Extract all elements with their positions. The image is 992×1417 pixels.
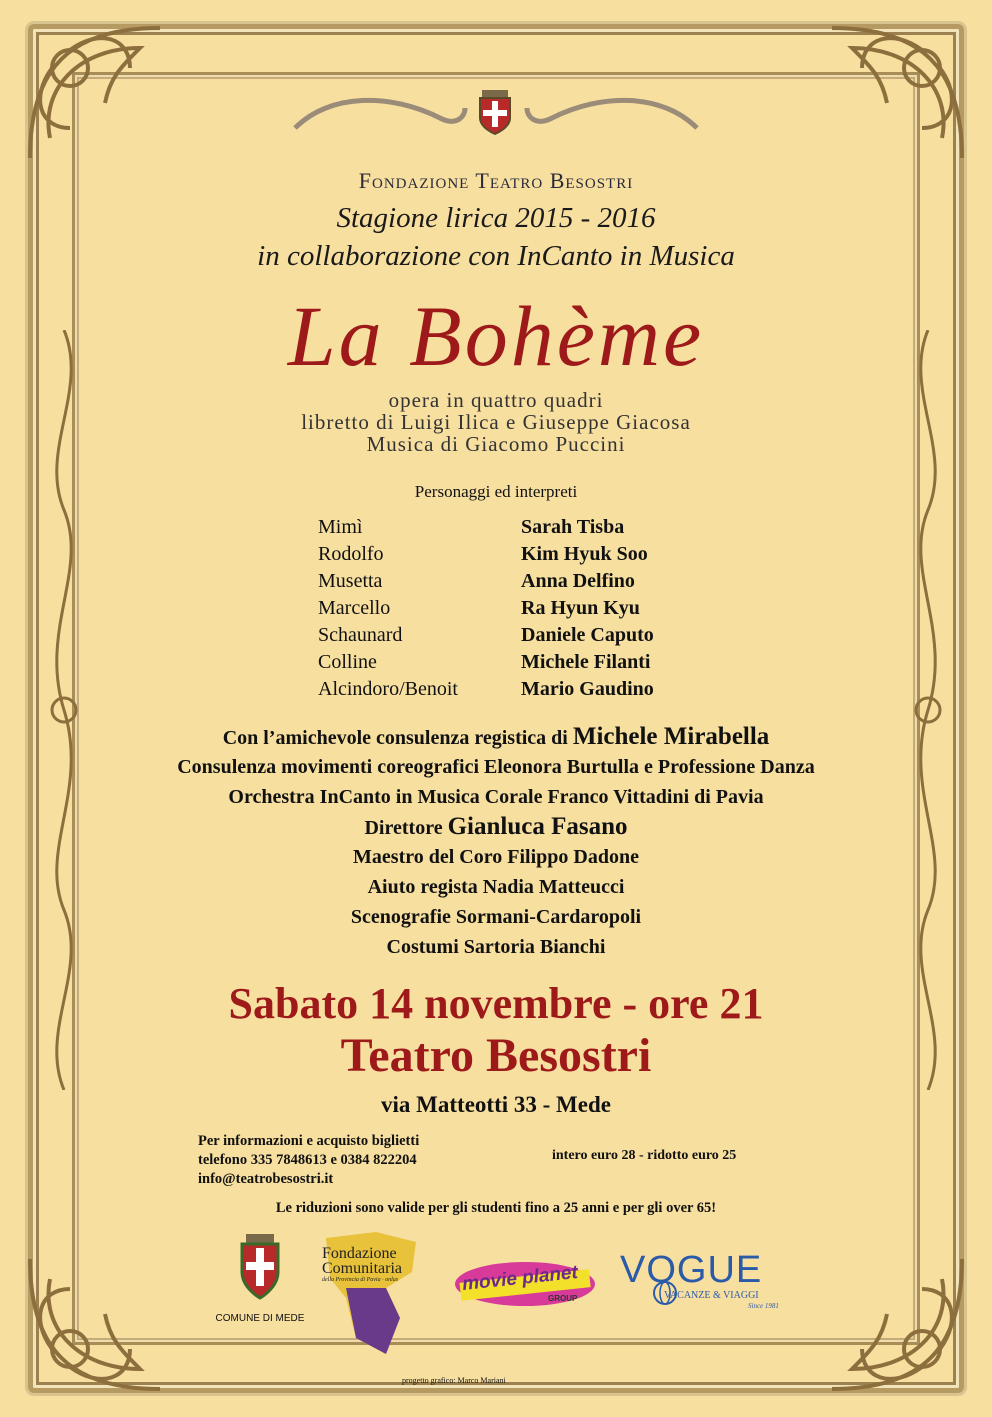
singer-name: Anna Delfino xyxy=(521,570,635,592)
sets-credit: Scenografie Sormani-Cardaropoli xyxy=(350,906,642,928)
cast-list xyxy=(318,514,718,703)
vogue-sub-label: VACANZE & VIAGGI xyxy=(664,1290,759,1301)
costumes-credit: Costumi Sartoria Bianchi xyxy=(386,936,606,958)
conductor-credit xyxy=(0,812,992,842)
role-name: Rodolfo xyxy=(318,543,384,565)
cast-row xyxy=(318,541,718,568)
orchestra-credit: Orchestra InCanto in Musica Corale Franco Vittadini di Pavia xyxy=(228,786,764,808)
chorus-master-credit: Maestro del Coro Filippo Dadone xyxy=(353,846,639,868)
movie-planet-logo xyxy=(452,1256,598,1312)
cast-row xyxy=(318,514,718,541)
season-title: Stagione lirica 2015 - 2016 xyxy=(336,202,656,234)
movie-planet-label: movie planet xyxy=(461,1261,579,1296)
ornament-top-left-icon xyxy=(10,8,180,178)
info-line: Per informazioni e acquisto biglietti xyxy=(198,1133,420,1149)
cast-row xyxy=(318,595,718,622)
subtitle-line-2: libretto di Luigi Ilica e Giuseppe Giacosa xyxy=(301,410,691,434)
role-name: Marcello xyxy=(318,597,391,619)
fondazione-comunitaria-logo xyxy=(316,1228,436,1358)
conductor-name: Gianluca Fasano xyxy=(447,813,628,840)
singer-name: Michele Filanti xyxy=(521,651,651,673)
direction-credit xyxy=(0,722,992,752)
role-name: Mimì xyxy=(318,516,363,538)
phone-line: telefono 335 7848613 e 0384 822204 xyxy=(198,1152,417,1168)
choreography-credit: Consulenza movimenti coreografici Eleonora Burtulla e Professione Danza xyxy=(177,756,815,778)
vogue-travel-logo xyxy=(620,1250,782,1316)
ornament-bottom-left-icon xyxy=(10,1239,180,1409)
graphic-design-credit: progetto grafico: Marco Mariani xyxy=(402,1376,506,1385)
foundation-name: Fondazione Teatro Besostri xyxy=(358,168,634,193)
event-venue: Teatro Besostri xyxy=(340,1029,652,1082)
role-name: Alcindoro/Benoit xyxy=(318,678,458,700)
assistant-director-credit: Aiuto regista Nadia Matteucci xyxy=(367,876,625,898)
comunitaria-line3: della Provincia di Pavia · onlus xyxy=(322,1277,399,1283)
subtitle-line-3: Musica di Giacomo Puccini xyxy=(366,432,626,456)
direction-prefix: Con l’amichevole consulenza registica di xyxy=(222,727,568,749)
ornament-bottom-right-icon xyxy=(812,1239,982,1409)
ticket-prices: intero euro 28 - ridotto euro 25 xyxy=(552,1148,737,1163)
conductor-prefix: Direttore xyxy=(364,817,443,839)
credits-block xyxy=(0,722,992,962)
comunitaria-line2: Comunitaria xyxy=(322,1260,402,1277)
cast-row xyxy=(318,649,718,676)
role-name: Musetta xyxy=(318,570,383,592)
event-date: Sabato 14 novembre - ore 21 xyxy=(228,979,764,1028)
event-address: via Matteotti 33 - Mede xyxy=(381,1092,611,1117)
singer-name: Ra Hyun Kyu xyxy=(521,597,640,619)
singer-name: Mario Gaudino xyxy=(521,678,654,700)
collaboration-line: in collaborazione con InCanto in Musica xyxy=(257,240,735,272)
reduction-note: Le riduzioni sono valide per gli studenti fino a 25 anni e per gli over 65! xyxy=(275,1200,717,1216)
role-name: Colline xyxy=(318,651,377,673)
role-name: Schaunard xyxy=(318,624,403,646)
comune-label: COMUNE DI MEDE xyxy=(215,1313,305,1324)
cast-row xyxy=(318,568,718,595)
vogue-since-label: Since 1981 xyxy=(748,1302,779,1310)
comune-crest-icon xyxy=(234,1232,286,1308)
comunitaria-line1: Fondazione xyxy=(322,1245,397,1262)
globe-icon xyxy=(652,1280,678,1306)
comune-di-mede-logo xyxy=(210,1232,310,1328)
vogue-label: VOGUE xyxy=(620,1249,763,1291)
cast-row xyxy=(318,676,718,703)
ornament-top-right-icon xyxy=(812,8,982,178)
director-name: Michele Mirabella xyxy=(572,723,770,750)
subtitle-line-1: opera in quattro quadri xyxy=(388,388,604,412)
opera-title: La Bohème xyxy=(287,288,705,384)
movie-group-label: GROUP xyxy=(548,1294,578,1303)
cast-heading: Personaggi ed interpreti xyxy=(414,482,578,501)
cast-row xyxy=(318,622,718,649)
singer-name: Kim Hyuk Soo xyxy=(521,543,648,565)
email-line: info@teatrobesostri.it xyxy=(198,1171,334,1187)
singer-name: Sarah Tisba xyxy=(521,516,625,538)
town-crest-icon xyxy=(470,86,520,136)
ticket-info xyxy=(198,1132,419,1189)
singer-name: Daniele Caputo xyxy=(521,624,654,646)
